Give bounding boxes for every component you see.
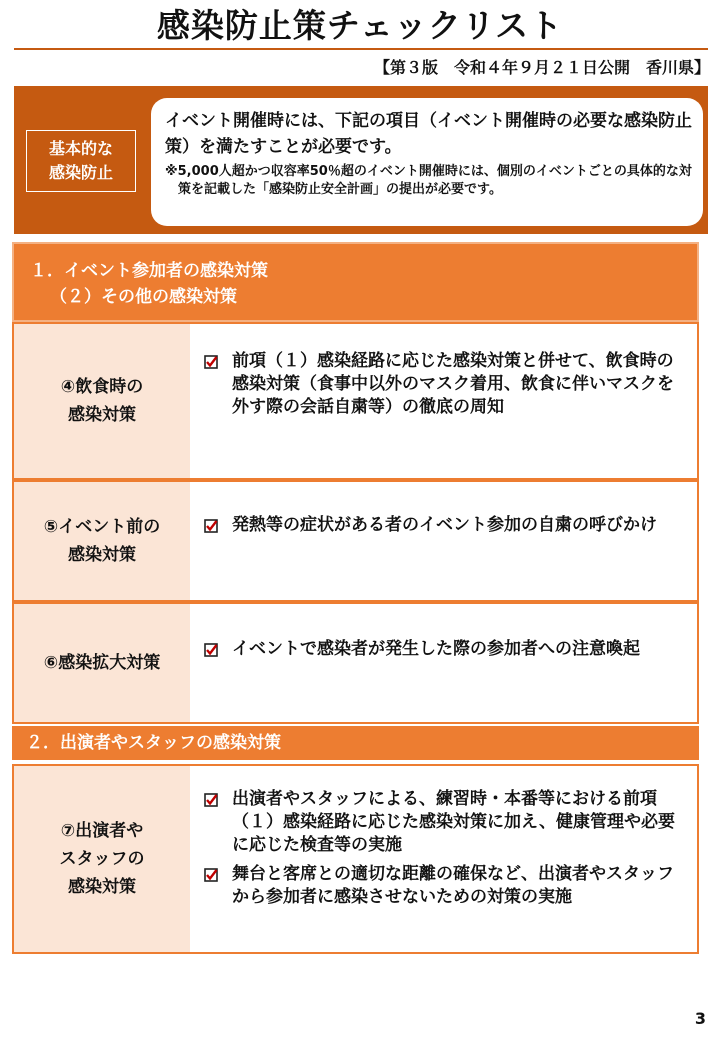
checklist-item (204, 350, 683, 419)
basic-label-line: 感染防止 (48, 163, 113, 182)
row-label-line: ⑥感染拡大対策 (43, 653, 161, 673)
basic-prevention-label (26, 130, 136, 192)
basic-prevention-banner (14, 86, 708, 234)
row-label-line: 感染対策 (68, 405, 136, 425)
row-label (14, 604, 190, 722)
basic-label-line: 基本的な (48, 139, 113, 158)
checklist-item-text: 出演者やスタッフによる、練習時・本番等における前項（１）感染経路に応じた感染対策に加え、健康管理や必要に応じた検査等の実施 (232, 789, 676, 855)
checklist-row-5 (12, 480, 699, 602)
title-rule (14, 48, 708, 50)
checkbox-checked-icon (204, 793, 218, 807)
row-label (14, 324, 190, 478)
edition-info: 【第３版 令和４年９月２１日公開 香川県】 (373, 58, 710, 77)
row-label-line: ⑤イベント前の (43, 517, 161, 537)
basic-prevention-text-box (151, 98, 703, 226)
row-label-line: 感染対策 (68, 545, 136, 565)
checklist-item (204, 788, 683, 857)
checkbox-checked-icon (204, 643, 218, 657)
page-title: 感染防止策チェックリスト (156, 6, 564, 45)
checklist-row-4 (12, 322, 699, 480)
row-label-line: 感染対策 (68, 877, 136, 897)
row-label-line: スタッフの (59, 849, 145, 869)
basic-note-text: ※5,000人超かつ収容率50％超のイベント開催時には、個別のイベントごとの具体的な対策を記載した「感染防止安全計画」の提出が必要です。 (165, 164, 692, 197)
row-label (14, 766, 190, 952)
checklist-item-text: 発熱等の症状がある者のイベント参加の自粛の呼びかけ (232, 515, 657, 535)
checkbox-checked-icon (204, 355, 218, 369)
checklist-item (204, 863, 683, 909)
checklist-item-text: 舞台と客席との適切な距離の確保など、出演者やスタッフから参加者に感染させないための対策の実施 (232, 864, 674, 907)
row-items (204, 514, 683, 543)
section-1-subtitle: （２）その他の感染対策 (50, 287, 237, 307)
checkbox-checked-icon (204, 519, 218, 533)
section-1-header (12, 242, 699, 322)
row-label (14, 482, 190, 600)
row-label-line: ④飲食時の (60, 377, 144, 397)
section-2-header: ２．出演者やスタッフの感染対策 (12, 726, 699, 760)
section-1-title: １．イベント参加者の感染対策 (30, 261, 268, 281)
checklist-row-7 (12, 764, 699, 954)
checklist-item (204, 638, 683, 661)
checklist-item-text: イベントで感染者が発生した際の参加者への注意喚起 (232, 639, 640, 659)
row-label-line: ⑦出演者や (60, 821, 144, 841)
page-number: 3 (694, 1009, 706, 1028)
checkbox-checked-icon (204, 868, 218, 882)
checklist-item-text: 前項（１）感染経路に応じた感染対策と併せて、飲食時の感染対策（食事中以外のマスク着用、飲食に伴いマスクを外す際の会話自粛等）の徹底の周知 (232, 351, 674, 417)
checklist-row-6 (12, 602, 699, 724)
checklist-item (204, 514, 683, 537)
row-items (204, 350, 683, 425)
row-items (204, 638, 683, 667)
row-items (204, 788, 683, 915)
basic-main-text: イベント開催時には、下記の項目（イベント開催時の必要な感染防止策）を満たすことが必要です。 (165, 111, 692, 157)
